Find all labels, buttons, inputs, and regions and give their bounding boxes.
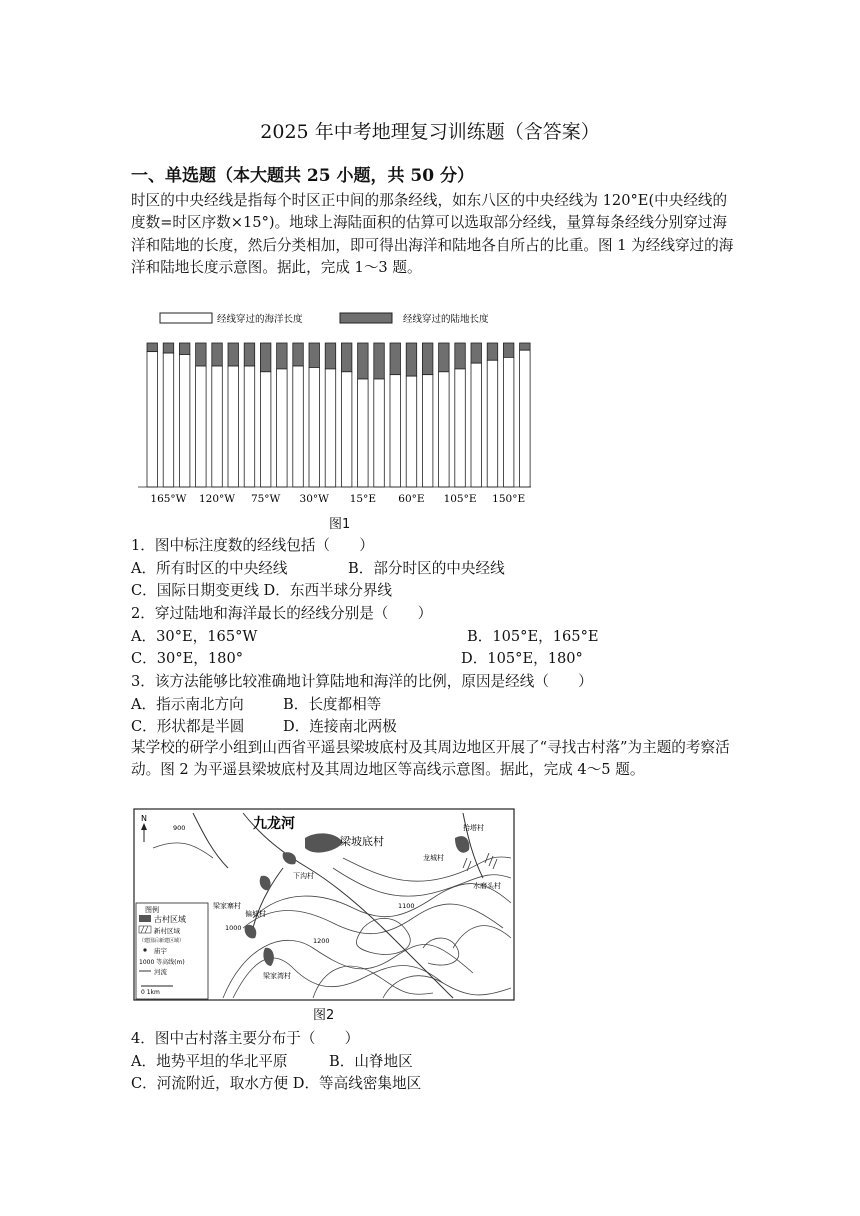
bar-land-90°E <box>439 343 450 372</box>
q3-stem: 3．该方法能够比较准确地计算陆地和海洋的比例，原因是经线（ ） <box>131 673 593 690</box>
q4-option-a: A．地势平坦的华北平原 <box>131 1053 288 1070</box>
x-tick-label: 120°W <box>199 493 236 505</box>
bar-land-45°E <box>390 343 401 375</box>
bar-ocean-150°W <box>179 355 190 487</box>
bar-land-0° <box>341 343 352 372</box>
bar-ocean-150°E <box>503 357 514 487</box>
village-label-1: 拾塔村 <box>463 824 484 832</box>
contour-label-1200: 1200 <box>313 937 330 945</box>
q4-options-row-1 <box>131 1050 413 1071</box>
legend-river: 河流 <box>154 968 167 976</box>
q3-option-b: B．长度都相等 <box>283 696 382 713</box>
bar-ocean-90°W <box>244 366 255 487</box>
q4-option-b: B．山脊地区 <box>329 1053 413 1070</box>
bar-land-105°W <box>228 343 239 366</box>
x-tick-label: 30°W <box>299 493 329 505</box>
contour-label-1100: 1100 <box>398 902 415 910</box>
q3-options-row-1 <box>131 693 382 714</box>
bar-ocean-120°E <box>471 363 482 487</box>
bar-land-135°W <box>196 343 207 366</box>
legend-land-swatch <box>340 313 392 323</box>
q4-stem: 4．图中古村落主要分布于（ ） <box>131 1030 360 1047</box>
bar-ocean-30°E <box>374 379 385 487</box>
intro-paragraph-2: 某学校的研学小组到山西省平遥县梁坡底村及其周边地区开展了“寻找古村落”为主题的考察活动。图 2 为平遥县梁坡底村及其周边地区等高线示意图。据此，完成 4～5 题。 <box>131 739 730 779</box>
legend-ocean-swatch <box>160 313 212 323</box>
bar-land-75°E <box>422 343 433 375</box>
village-label-5: 梁家寨村 <box>213 902 241 910</box>
legend-old-village: 古村区域 <box>154 915 186 924</box>
q1-option-a: A．所有时区的中央经线 <box>131 560 288 577</box>
legend-temple: 庙宇 <box>154 947 167 955</box>
bar-land-180° <box>147 343 158 352</box>
q1-option-b: B．部分时区的中央经线 <box>348 560 505 577</box>
bar-group <box>147 343 530 487</box>
bar-land-150°E <box>503 343 514 357</box>
village-label-7: 梁家湾村 <box>263 972 291 980</box>
main-village-label: 梁坡底村 <box>340 835 384 848</box>
q3-option-c: C．形状都是半圆 <box>131 718 245 735</box>
legend-contour: 1000 等高线(m) <box>139 959 185 966</box>
bar-land-165°W <box>163 343 174 353</box>
q1-options-row-1 <box>131 557 505 578</box>
bar-land-165°E <box>520 343 531 350</box>
q3-options-row-2 <box>131 715 397 736</box>
q2-options-row-1 <box>131 625 599 646</box>
q2-stem: 2．穿过陆地和海洋最长的经线分别是（ ） <box>131 605 433 622</box>
bar-ocean-15°W <box>325 369 336 487</box>
q2-option-d: D．105°E，180° <box>461 650 583 667</box>
contour-label-900: 900 <box>173 824 186 832</box>
village-label-2: 龙城村 <box>423 854 444 862</box>
q2-option-b: B．105°E，165°E <box>467 628 599 645</box>
q4-option-c-d: C．河流附近，取水方便 D．等高线密集地区 <box>131 1075 422 1092</box>
page-title: 2025 年中考地理复习训练题（含答案） <box>260 121 600 143</box>
q1-option-c-d: C．国际日期变更线 D．东西半球分界线 <box>131 582 393 599</box>
legend-scale: 0 1km <box>141 989 160 996</box>
figure-2-caption: 图2 <box>313 1008 335 1023</box>
bar-land-90°W <box>244 343 255 366</box>
bar-land-105°E <box>455 343 466 369</box>
bar-land-120°E <box>471 343 482 363</box>
q3-option-d: D．连接南北两极 <box>283 718 397 735</box>
bar-ocean-90°E <box>439 372 450 487</box>
bar-ocean-105°W <box>228 366 239 487</box>
bar-ocean-165°W <box>163 353 174 487</box>
q3-option-a: A．指示南北方向 <box>131 696 244 713</box>
bar-ocean-45°W <box>293 366 304 487</box>
bar-ocean-75°E <box>422 375 433 487</box>
bar-ocean-180° <box>147 352 158 487</box>
legend-ocean-label: 经线穿过的海洋长度 <box>217 314 303 325</box>
bar-ocean-135°E <box>487 360 498 487</box>
x-tick-label: 60°E <box>398 493 425 505</box>
bar-ocean-165°E <box>520 350 531 487</box>
north-label: N <box>141 814 147 823</box>
bar-land-15°W <box>325 343 336 369</box>
x-tick-label: 15°E <box>349 493 376 505</box>
bar-ocean-105°E <box>455 369 466 487</box>
bar-land-15°E <box>358 343 369 379</box>
bar-ocean-60°E <box>406 376 417 487</box>
x-tick-label: 75°W <box>250 493 281 505</box>
river-name-label: 九龙河 <box>253 816 295 832</box>
x-tick-label: 105°E <box>443 493 477 505</box>
village-label-4: 下沟村 <box>293 872 314 880</box>
bar-land-150°W <box>179 343 190 355</box>
q2-options-row-2 <box>131 647 583 668</box>
bar-land-30°W <box>309 343 320 367</box>
bar-land-60°E <box>406 343 417 376</box>
legend-title: 图例 <box>145 906 159 914</box>
bar-ocean-0° <box>341 372 352 487</box>
bar-land-135°E <box>487 343 498 360</box>
village-label-6: 偏城村 <box>245 910 266 918</box>
x-tick-label: 150°E <box>492 493 526 505</box>
bar-ocean-45°E <box>390 375 401 487</box>
legend-land-label: 经线穿过的陆地长度 <box>403 314 489 325</box>
intro-paragraph-1: 时区的中央经线是指每个时区正中间的那条经线，如东八区的中央经线为 120°E(中央经线的度数=时区序数×15°)。地球上海陆面积的估算可以选取部分经线，量算每条经线分别穿过海洋和陆地的长度，然后分类相加，即可得出海洋和陆地各自所占的比重。图 1 为经线穿过的海洋和陆地长度示意图。据此，完成 1～3 题。 <box>131 192 734 276</box>
bar-land-120°W <box>212 343 223 366</box>
x-tick-label: 165°W <box>150 493 187 505</box>
q1-stem: 1．图中标注度数的经线包括（ ） <box>131 537 374 554</box>
bar-ocean-135°W <box>196 366 207 487</box>
bar-ocean-120°W <box>212 366 223 487</box>
village-label-3: 水磨头村 <box>473 882 501 890</box>
section-heading: 一、单选题（本大题共 25 小题，共 50 分） <box>131 166 474 186</box>
bar-ocean-15°E <box>358 379 369 487</box>
bar-land-75°W <box>260 343 271 372</box>
bar-land-30°E <box>374 343 385 379</box>
map-legend <box>136 903 208 999</box>
bar-ocean-30°W <box>309 367 320 487</box>
bar-ocean-75°W <box>260 372 271 487</box>
bar-land-45°W <box>293 343 304 366</box>
q2-option-a: A．30°E，165°W <box>131 628 258 645</box>
figure-1-chart <box>133 309 533 509</box>
legend-new-village: 新村区域 <box>154 927 180 935</box>
bar-land-60°W <box>277 343 288 369</box>
q2-option-c: C．30°E，180° <box>131 650 244 667</box>
legend-new-village-note: （建国后新建区域） <box>139 938 185 944</box>
contour-label-1000: 1000 <box>225 924 242 932</box>
x-tick-labels <box>150 493 525 505</box>
figure-1-caption: 图1 <box>329 517 351 532</box>
bar-ocean-60°W <box>277 369 288 487</box>
figure-2-contour-map <box>133 808 516 1002</box>
